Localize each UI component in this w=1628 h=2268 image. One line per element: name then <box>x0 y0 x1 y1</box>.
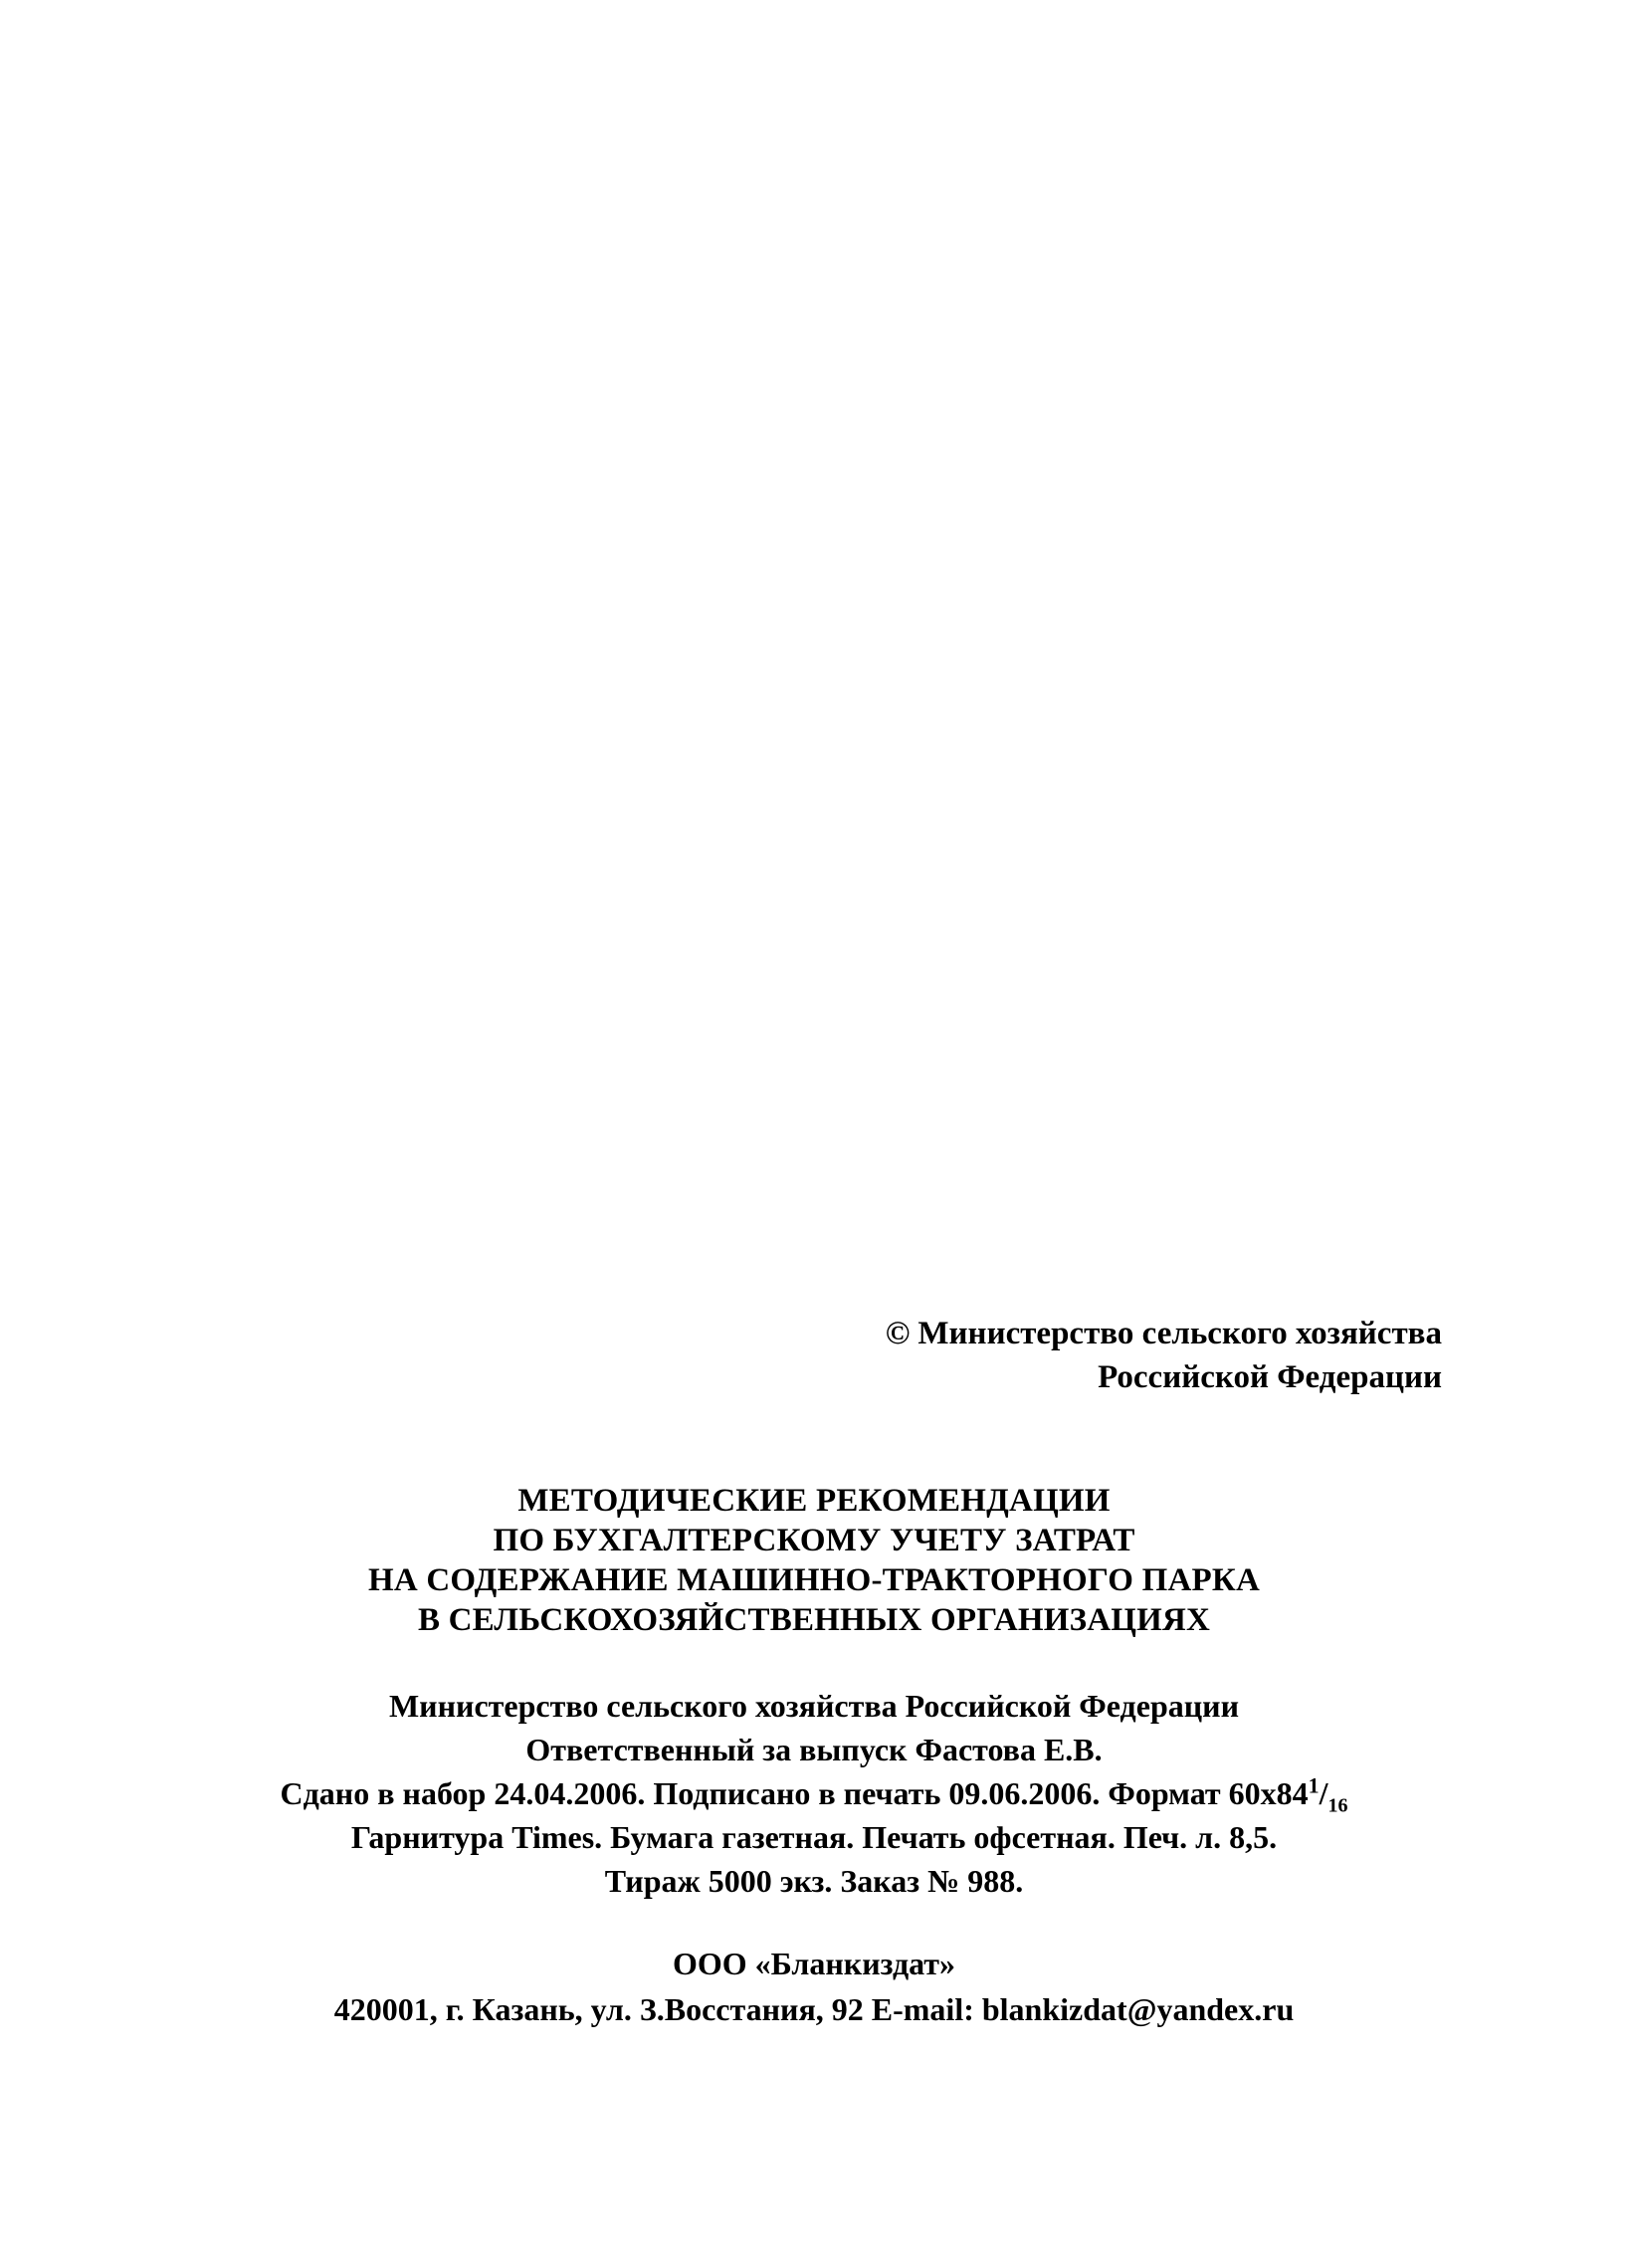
copyright-notice <box>886 1312 1442 1399</box>
imprint-block <box>0 1684 1628 1903</box>
publisher-name: ООО «Бланкиздат» <box>672 1946 956 1981</box>
imprint-dates-format <box>0 1771 1628 1815</box>
imprint-print-run: Тираж 5000 экз. Заказ № 988. <box>604 1863 1024 1899</box>
copyright-holder-line-2: Российской Федерации <box>1098 1359 1442 1395</box>
document-title <box>0 1481 1628 1640</box>
format-fraction-numerator: 1 <box>1308 1772 1320 1798</box>
copyright-symbol: © <box>885 1316 911 1351</box>
imprint-typeface-paper: Гарнитура Times. Бумага газетная. Печать офсетная. Печ. л. 8,5. <box>350 1819 1278 1855</box>
publisher-block <box>0 1941 1628 2032</box>
copyright-holder-line-1: Министерство сельского хозяйства <box>917 1316 1442 1351</box>
format-fraction-denominator: 16 <box>1327 1794 1348 1817</box>
title-line-2: ПО БУХГАЛТЕРСКОМУ УЧЕТУ ЗАТРАТ <box>493 1523 1135 1558</box>
format-fraction-slash: / <box>1319 1775 1328 1811</box>
title-line-1: МЕТОДИЧЕСКИЕ РЕКОМЕНДАЦИИ <box>517 1483 1111 1519</box>
imprint-responsible: Ответственный за выпуск Фастова Е.В. <box>525 1732 1103 1767</box>
imprint-dates-text: Сдано в набор 24.04.2006. Подписано в печать 09.06.2006. Формат 60х84 <box>280 1775 1309 1811</box>
title-line-3: НА СОДЕРЖАНИЕ МАШИННО-ТРАКТОРНОГО ПАРКА <box>367 1562 1260 1598</box>
publisher-address: 420001, г. Казань, ул. З.Восстания, 92 E-mail: blankizdat@yandex.ru <box>333 1991 1295 2027</box>
imprint-ministry: Министерство сельского хозяйства Российской Федерации <box>388 1688 1240 1724</box>
copyright-line-1 <box>886 1312 1442 1355</box>
title-line-4: В СЕЛЬСКОХОЗЯЙСТВЕННЫХ ОРГАНИЗАЦИЯХ <box>417 1602 1211 1638</box>
